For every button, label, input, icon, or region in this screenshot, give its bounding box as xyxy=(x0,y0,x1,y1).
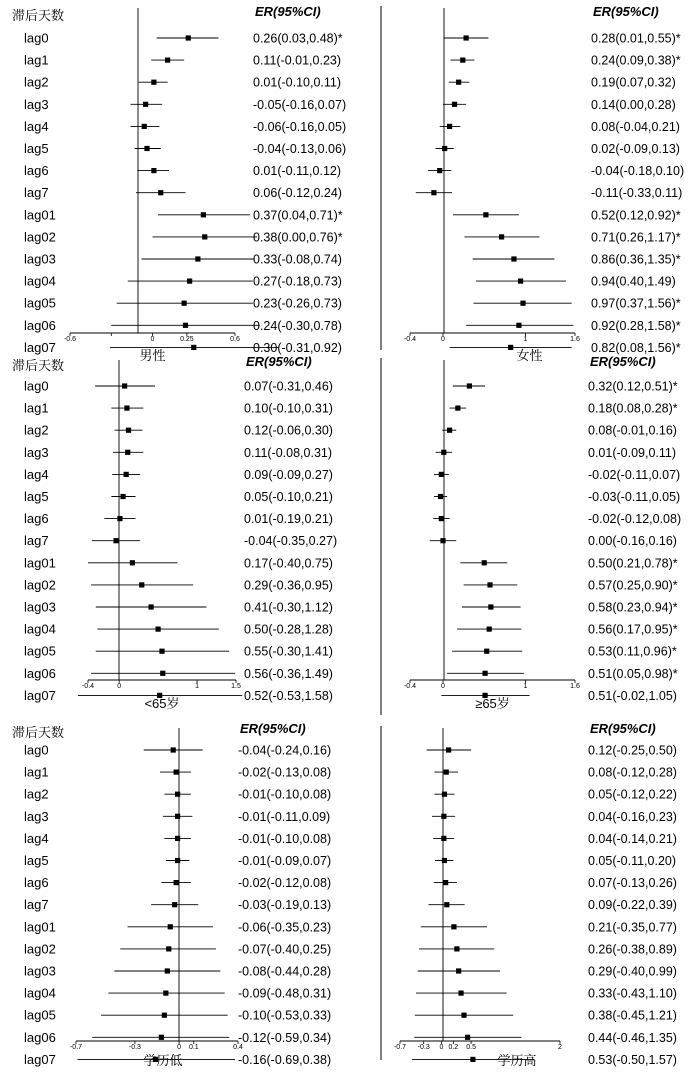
point-estimate xyxy=(441,836,446,841)
er-value: 0.05(-0.10,0.21) xyxy=(244,490,333,504)
er-value: 0.10(-0.10,0.31) xyxy=(244,401,333,416)
point-estimate xyxy=(130,560,135,565)
point-estimate xyxy=(144,146,149,151)
point-estimate xyxy=(124,472,129,477)
point-estimate xyxy=(159,649,164,654)
er-value: 0.08(-0.04,0.21) xyxy=(591,119,680,134)
lag-label: lag06 xyxy=(24,1029,56,1045)
point-estimate xyxy=(447,124,452,129)
forest-panel-2 xyxy=(404,4,684,363)
point-estimate xyxy=(120,494,125,499)
lag-label: lag1 xyxy=(24,52,49,68)
er-value: 0.32(0.12,0.51)* xyxy=(588,379,678,394)
er-header: ER(95%CI) xyxy=(246,354,312,369)
point-estimate xyxy=(124,406,129,411)
er-value: 0.18(0.08,0.28)* xyxy=(588,401,678,416)
point-estimate xyxy=(165,968,170,973)
point-estimate xyxy=(163,991,168,996)
panel-caption: 女性 xyxy=(516,348,543,363)
x-tick-label: 0 xyxy=(177,1044,182,1051)
x-tick-label: -0.3 xyxy=(417,1044,430,1051)
er-value: 0.07(-0.31,0.46) xyxy=(244,379,333,394)
er-value: 0.14(0.00,0.28) xyxy=(591,97,676,112)
x-tick-label: 0 xyxy=(150,336,155,343)
point-estimate xyxy=(182,301,187,306)
er-header: ER(95%CI) xyxy=(590,354,656,369)
er-value: 0.53(-0.50,1.57) xyxy=(588,1052,677,1067)
x-tick-label: 0.5 xyxy=(466,1044,476,1051)
point-estimate xyxy=(117,516,122,521)
x-tick-label: 2 xyxy=(558,1044,562,1051)
lag-header: 滞后天数 xyxy=(12,8,65,23)
er-value: 0.11(-0.01,0.23) xyxy=(253,53,342,68)
lag-label: lag07 xyxy=(24,687,56,703)
point-estimate xyxy=(202,234,207,239)
er-value: -0.06(-0.35,0.23) xyxy=(238,920,332,935)
point-estimate xyxy=(443,880,448,885)
point-estimate xyxy=(431,190,436,195)
point-estimate xyxy=(487,627,492,632)
er-value: -0.02(-0.13,0.08) xyxy=(238,765,332,780)
er-value: 0.19(0.07,0.32) xyxy=(591,75,676,90)
forest-panel-4 xyxy=(404,354,681,711)
point-estimate xyxy=(151,80,156,85)
point-estimate xyxy=(175,836,180,841)
er-value: -0.12(-0.59,0.34) xyxy=(238,1030,332,1045)
er-value: 0.04(-0.16,0.23) xyxy=(588,809,677,824)
er-value: 0.00(-0.16,0.16) xyxy=(588,534,677,549)
point-estimate xyxy=(441,450,446,455)
lag-label: lag4 xyxy=(24,830,49,846)
x-tick-label: -0.4 xyxy=(81,683,95,690)
point-estimate xyxy=(191,345,196,350)
point-estimate xyxy=(442,858,447,863)
lag-label: lag01 xyxy=(24,919,56,935)
er-value: 0.24(0.09,0.38)* xyxy=(591,53,681,68)
er-value: 0.26(0.03,0.48)* xyxy=(253,31,343,46)
point-estimate xyxy=(455,406,460,411)
er-value: 0.07(-0.13,0.26) xyxy=(588,876,677,891)
er-value: -0.03(-0.19,0.13) xyxy=(238,898,332,913)
forest-panel-3 xyxy=(12,354,337,711)
point-estimate xyxy=(444,770,449,775)
er-value: 0.51(0.05,0.98)* xyxy=(588,666,678,681)
er-value: 0.33(-0.43,1.10) xyxy=(588,986,677,1001)
lag-label: lag06 xyxy=(24,317,56,333)
er-value: 0.55(-0.30,1.41) xyxy=(244,644,333,659)
x-tick-label: 0.25 xyxy=(180,336,194,343)
point-estimate xyxy=(201,212,206,217)
x-tick-label: 0.1 xyxy=(188,1044,199,1051)
lag-label: lag4 xyxy=(24,118,49,134)
lag-label: lag7 xyxy=(24,185,49,201)
lag-label: lag6 xyxy=(24,163,49,179)
lag-label: lag06 xyxy=(24,665,56,681)
er-header: ER(95%CI) xyxy=(590,721,656,736)
er-value: 0.92(0.28,1.58)* xyxy=(591,318,681,333)
er-value: 0.06(-0.12,0.24) xyxy=(253,186,342,201)
er-value: 0.37(0.04,0.71)* xyxy=(253,208,343,223)
point-estimate xyxy=(438,494,443,499)
er-value: 0.01(-0.11,0.12) xyxy=(253,164,342,179)
point-estimate xyxy=(440,538,445,543)
point-estimate xyxy=(458,991,463,996)
point-estimate xyxy=(464,35,469,40)
lag-label: lag2 xyxy=(24,786,49,802)
point-estimate xyxy=(516,323,521,328)
er-value: 0.97(0.37,1.56)* xyxy=(591,296,681,311)
point-estimate xyxy=(518,279,523,284)
point-estimate xyxy=(439,516,444,521)
er-header: ER(95%CI) xyxy=(240,721,306,736)
er-value: 0.82(0.08,1.56)* xyxy=(591,340,681,355)
point-estimate xyxy=(125,450,130,455)
er-value: 0.01(-0.19,0.21) xyxy=(244,512,333,527)
point-estimate xyxy=(465,1035,470,1040)
point-estimate xyxy=(143,102,148,107)
point-estimate xyxy=(444,902,449,907)
x-tick-label: 0.6 xyxy=(230,336,240,343)
lag-label: lag0 xyxy=(24,30,49,46)
point-estimate xyxy=(175,792,180,797)
point-estimate xyxy=(482,560,487,565)
er-value: 0.94(0.40,1.49) xyxy=(591,274,676,289)
x-tick-label: 0.2 xyxy=(448,1044,459,1051)
lag-label: lag04 xyxy=(24,273,56,289)
er-value: 0.09(-0.22,0.39) xyxy=(588,898,677,913)
er-value: 0.52(0.12,0.92)* xyxy=(591,208,681,223)
er-value: 0.21(-0.35,0.77) xyxy=(588,920,677,935)
panel-caption: 学历高 xyxy=(497,1053,537,1068)
x-tick-label: 0 xyxy=(441,336,445,343)
er-value: 0.86(0.36,1.35)* xyxy=(591,252,681,267)
er-value: 0.05(-0.11,0.20) xyxy=(588,854,677,868)
x-tick-label: 1 xyxy=(523,336,528,343)
er-value: -0.01(-0.10,0.08) xyxy=(238,831,332,846)
er-value: 0.28(0.01,0.55)* xyxy=(591,31,681,46)
er-value: 0.05(-0.12,0.22) xyxy=(588,787,677,802)
point-estimate xyxy=(511,256,516,261)
er-value: 0.26(-0.38,0.89) xyxy=(588,942,677,957)
point-estimate xyxy=(499,234,504,239)
er-value: 0.71(0.26,1.17)* xyxy=(591,230,681,245)
lag-label: lag07 xyxy=(24,1051,56,1067)
forest-panel-1 xyxy=(12,4,346,363)
x-tick-label: -0.6 xyxy=(63,336,77,343)
er-value: -0.03(-0.11,0.05) xyxy=(588,490,681,504)
er-value: 0.17(-0.40,0.75) xyxy=(244,556,333,571)
point-estimate xyxy=(483,212,488,217)
point-estimate xyxy=(467,383,472,388)
point-estimate xyxy=(520,301,525,306)
point-estimate xyxy=(148,604,153,609)
point-estimate xyxy=(183,323,188,328)
lag-label: lag2 xyxy=(24,422,49,438)
point-estimate xyxy=(441,814,446,819)
er-value: 0.57(0.25,0.90)* xyxy=(588,578,678,593)
point-estimate xyxy=(456,968,461,973)
point-estimate xyxy=(487,582,492,587)
point-estimate xyxy=(442,146,447,151)
point-estimate xyxy=(452,102,457,107)
er-value: 0.50(-0.28,1.28) xyxy=(244,622,333,637)
point-estimate xyxy=(187,279,192,284)
panel-caption: <65岁 xyxy=(144,696,180,711)
lag-label: lag02 xyxy=(24,941,56,957)
lag-label: lag7 xyxy=(24,533,49,549)
er-value: -0.04(-0.24,0.16) xyxy=(238,743,332,758)
er-value: 0.08(-0.01,0.16) xyxy=(588,423,677,438)
er-value: 0.53(0.11,0.96)* xyxy=(588,644,677,659)
point-estimate xyxy=(162,1013,167,1018)
lag-label: lag1 xyxy=(24,764,49,780)
point-estimate xyxy=(439,472,444,477)
er-value: 0.29(-0.36,0.95) xyxy=(244,578,333,593)
point-estimate xyxy=(195,256,200,261)
point-estimate xyxy=(174,770,179,775)
point-estimate xyxy=(447,428,452,433)
er-value: 0.27(-0.18,0.73) xyxy=(253,274,342,289)
er-value: 0.04(-0.14,0.21) xyxy=(588,831,677,846)
point-estimate xyxy=(158,190,163,195)
lag-label: lag6 xyxy=(24,875,49,891)
er-header: ER(95%CI) xyxy=(255,4,321,19)
lag-label: lag4 xyxy=(24,466,49,482)
point-estimate xyxy=(139,582,144,587)
x-tick-label: -0.4 xyxy=(403,336,417,343)
x-tick-label: 1.5 xyxy=(231,683,241,690)
point-estimate xyxy=(160,671,165,676)
er-value: 0.33(-0.08,0.74) xyxy=(253,252,342,267)
point-estimate xyxy=(437,168,442,173)
er-value: -0.02(-0.12,0.08) xyxy=(238,876,332,891)
er-value: -0.09(-0.48,0.31) xyxy=(238,986,332,1001)
lag-label: lag04 xyxy=(24,985,56,1001)
point-estimate xyxy=(168,924,173,929)
er-value: -0.04(-0.13,0.06) xyxy=(253,142,347,156)
lag-label: lag1 xyxy=(24,400,49,416)
lag-label: lag5 xyxy=(24,853,49,868)
point-estimate xyxy=(484,649,489,654)
x-tick-label: 0 xyxy=(441,683,445,690)
point-estimate xyxy=(442,792,447,797)
x-tick-label: -0.3 xyxy=(128,1044,141,1051)
lag-label: lag6 xyxy=(24,511,49,527)
er-value: 0.23(-0.26,0.73) xyxy=(253,296,342,311)
x-tick-label: 1.6 xyxy=(570,683,580,690)
lag-label: lag05 xyxy=(24,295,56,311)
point-estimate xyxy=(172,902,177,907)
er-value: 0.38(0.00,0.76)* xyxy=(253,230,343,245)
panel-caption: ≥65岁 xyxy=(475,696,510,711)
point-estimate xyxy=(151,168,156,173)
lag-label: lag0 xyxy=(24,742,49,758)
er-value: -0.02(-0.11,0.07) xyxy=(588,467,681,482)
er-value: 0.09(-0.09,0.27) xyxy=(244,467,333,482)
forest-panel-6 xyxy=(394,721,677,1068)
lag-label: lag01 xyxy=(24,207,56,223)
er-value: -0.04(-0.18,0.10) xyxy=(591,164,685,179)
point-estimate xyxy=(159,1035,164,1040)
er-value: -0.04(-0.35,0.27) xyxy=(244,534,338,549)
er-value: -0.01(-0.11,0.09) xyxy=(238,809,331,824)
point-estimate xyxy=(156,627,161,632)
er-value: -0.08(-0.44,0.28) xyxy=(238,964,332,979)
point-estimate xyxy=(113,538,118,543)
lag-label: lag03 xyxy=(24,963,56,979)
lag-label: lag02 xyxy=(24,577,56,593)
er-value: 0.56(-0.36,1.49) xyxy=(244,666,333,681)
point-estimate xyxy=(166,946,171,951)
lag-label: lag2 xyxy=(24,74,49,90)
lag-label: lag3 xyxy=(24,808,49,824)
er-value: 0.01(-0.09,0.11) xyxy=(588,445,677,460)
er-value: -0.07(-0.40,0.25) xyxy=(238,942,332,957)
er-value: 0.12(-0.06,0.30) xyxy=(244,423,333,438)
er-value: -0.01(-0.10,0.08) xyxy=(238,787,332,802)
lag-label: lag7 xyxy=(24,897,49,913)
point-estimate xyxy=(165,58,170,63)
x-tick-label: 1 xyxy=(523,683,528,690)
er-value: -0.05(-0.16,0.07) xyxy=(253,97,347,112)
er-value: 0.11(-0.08,0.31) xyxy=(244,445,333,460)
lag-label: lag3 xyxy=(24,444,49,460)
er-value: 0.52(-0.53,1.58) xyxy=(244,688,333,703)
er-value: 0.01(-0.10,0.11) xyxy=(253,75,342,90)
er-value: -0.06(-0.16,0.05) xyxy=(253,119,347,134)
point-estimate xyxy=(508,345,513,350)
point-estimate xyxy=(186,35,191,40)
point-estimate xyxy=(174,880,179,885)
lag-label: lag5 xyxy=(24,141,49,156)
er-value: 0.38(-0.45,1.21) xyxy=(588,1008,677,1023)
point-estimate xyxy=(482,671,487,676)
er-value: -0.11(-0.33,0.11) xyxy=(591,186,683,201)
er-value: 0.08(-0.12,0.28) xyxy=(588,765,677,780)
point-estimate xyxy=(446,747,451,752)
er-value: -0.01(-0.09,0.07) xyxy=(238,854,332,868)
point-estimate xyxy=(461,1013,466,1018)
lag-label: lag3 xyxy=(24,96,49,112)
forest-panel-5 xyxy=(12,721,331,1068)
er-header: ER(95%CI) xyxy=(593,4,659,19)
x-tick-label: -0.4 xyxy=(403,683,417,690)
lag-label: lag0 xyxy=(24,378,49,394)
er-value: 0.56(0.17,0.95)* xyxy=(588,622,678,637)
lag-label: lag01 xyxy=(24,555,56,571)
point-estimate xyxy=(460,58,465,63)
er-value: 0.02(-0.09,0.13) xyxy=(591,142,680,156)
x-tick-label: -0.7 xyxy=(393,1044,407,1051)
point-estimate xyxy=(454,946,459,951)
x-tick-label: 0 xyxy=(439,1044,444,1051)
er-value: -0.10(-0.53,0.33) xyxy=(238,1008,332,1023)
er-value: 0.29(-0.40,0.99) xyxy=(588,964,677,979)
point-estimate xyxy=(126,428,131,433)
er-value: 0.58(0.23,0.94)* xyxy=(588,600,678,615)
panel-caption: 学历低 xyxy=(143,1053,183,1068)
point-estimate xyxy=(456,80,461,85)
panel-caption: 男性 xyxy=(139,348,166,363)
er-value: 0.12(-0.25,0.50) xyxy=(588,743,677,758)
lag-label: lag04 xyxy=(24,621,56,637)
point-estimate xyxy=(451,924,456,929)
lag-label: lag02 xyxy=(24,229,56,245)
x-tick-label: 0 xyxy=(117,683,122,690)
lag-label: lag05 xyxy=(24,1007,56,1023)
x-tick-label: 1 xyxy=(195,683,200,690)
x-tick-label: 1.6 xyxy=(570,336,580,343)
lag-label: lag03 xyxy=(24,599,56,615)
er-value: 0.24(-0.30,0.78) xyxy=(253,318,342,333)
point-estimate xyxy=(171,747,176,752)
lag-header: 滞后天数 xyxy=(12,725,65,740)
er-value: 0.41(-0.30,1.12) xyxy=(244,600,333,615)
er-value: -0.02(-0.12,0.08) xyxy=(588,512,682,527)
point-estimate xyxy=(175,814,180,819)
lag-label: lag05 xyxy=(24,643,56,659)
x-tick-label: -0.7 xyxy=(69,1044,83,1051)
x-tick-label: 0.4 xyxy=(233,1044,243,1051)
lag-label: lag07 xyxy=(24,339,56,355)
point-estimate xyxy=(122,383,127,388)
er-value: 0.51(-0.02,1.05) xyxy=(588,688,677,703)
lag-header: 滞后天数 xyxy=(12,358,65,373)
lag-label: lag5 xyxy=(24,489,49,504)
point-estimate xyxy=(142,124,147,129)
point-estimate xyxy=(470,1057,475,1062)
point-estimate xyxy=(488,604,493,609)
er-value: -0.16(-0.69,0.38) xyxy=(238,1052,332,1067)
er-value: 0.44(-0.46,1.35) xyxy=(588,1030,677,1045)
er-value: 0.30(-0.31,0.92) xyxy=(253,340,342,355)
point-estimate xyxy=(175,858,180,863)
er-value: 0.50(0.21,0.78)* xyxy=(588,556,678,571)
lag-label: lag03 xyxy=(24,251,56,267)
